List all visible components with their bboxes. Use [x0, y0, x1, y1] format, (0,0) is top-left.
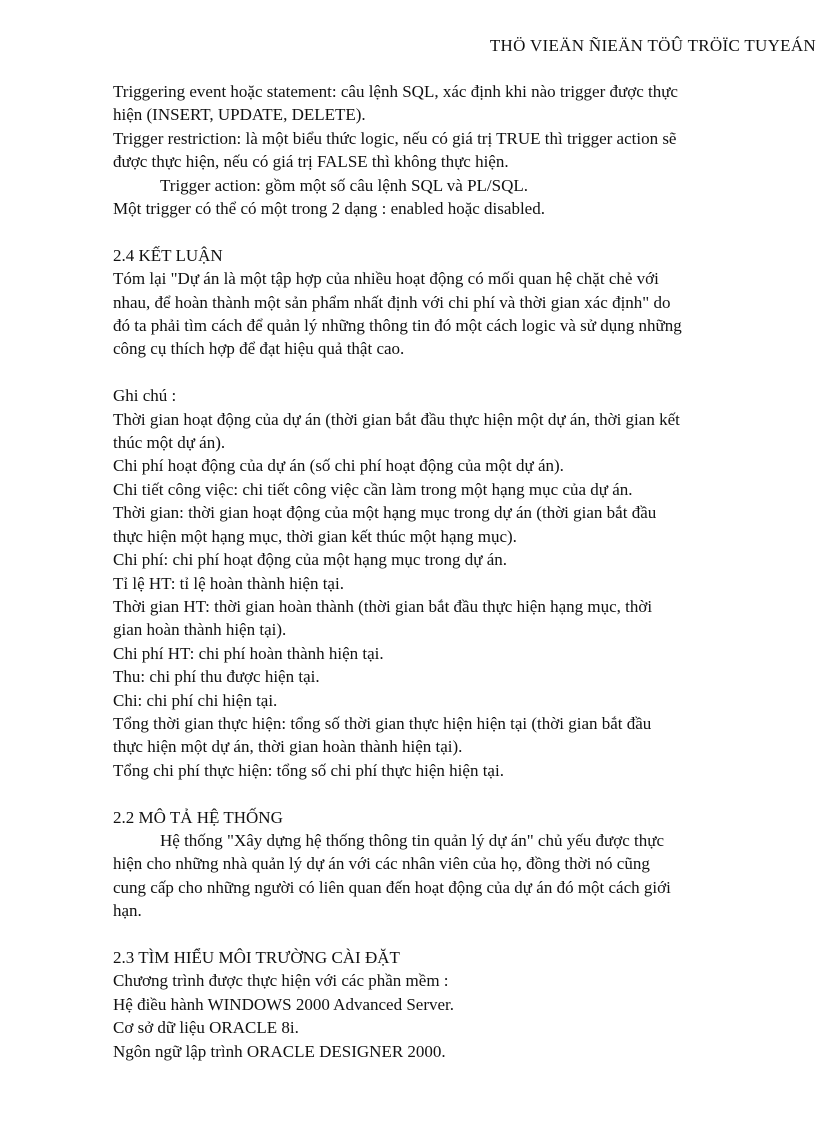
moitruong-line: Chương trình được thực hiện với các phần mềm : [113, 971, 449, 991]
ghichu-line: gian hoàn thành hiện tại). [113, 620, 287, 640]
ghichu-line: Chi phí hoạt động của dự án (số chi phí hoạt động của một dự án). [113, 456, 564, 476]
spacer [113, 361, 753, 384]
trigger-line: hiện (INSERT, UPDATE, DELETE). [113, 105, 366, 125]
ketluan-line: công cụ thích hợp để đạt hiệu quả thật cao. [113, 339, 405, 359]
ghichu-line: Chi phí HT: chi phí hoàn thành hiện tại. [113, 643, 384, 663]
ghichu-line: Thời gian hoạt động của dự án (thời gian bắt đầu thực hiện một dự án, thời gian kết [113, 409, 680, 429]
moitruong-line: Cơ sở dữ liệu ORACLE 8i. [113, 1018, 299, 1038]
ghichu-line: thực hiện một hạng mục, thời gian kết thúc một hạng mục). [113, 526, 517, 546]
ketluan-section [113, 244, 753, 361]
spacer [113, 923, 753, 946]
mota-line: hiện cho những nhà quản lý dự án với các nhân viên của họ, đồng thời nó cũng [113, 854, 650, 874]
ghichu-line: Tỉ lệ HT: tỉ lệ hoàn thành hiện tại. [113, 573, 344, 593]
page-header-title: THÖ VIEÄN ÑIEÄN TÖÛ TRÖÏC TUYEÁN [489, 36, 816, 55]
spacer [113, 782, 753, 805]
ghichu-line: Chi: chi phí chi hiện tại. [113, 690, 278, 710]
trigger-line: Một trigger có thể có một trong 2 dạng : enabled hoặc disabled. [113, 199, 545, 219]
moitruong-line: Ngôn ngữ lập trình ORACLE DESIGNER 2000. [113, 1041, 446, 1061]
section-heading-mota: 2.2 MÔ TẢ HỆ THỐNG [113, 807, 283, 827]
ghichu-line: Tổng chi phí thực hiện: tổng số chi phí thực hiện hiện tại. [113, 760, 504, 780]
section-heading-moitruong: 2.3 TÌM HIỂU MÔI TRƯỜNG CÀI ĐẶT [113, 947, 400, 967]
ketluan-line: Tóm lại "Dự án là một tập hợp của nhiều hoạt động có mối quan hệ chặt chẻ với [113, 269, 659, 289]
ghichu-line: Thời gian: thời gian hoạt động của một hạng mục trong dự án (thời gian bắt đầu [113, 503, 657, 523]
section-heading-ghichu: Ghi chú : [113, 386, 177, 406]
ghichu-line: thúc một dự án). [113, 433, 226, 453]
trigger-line: được thực hiện, nếu có giá trị FALSE thì không thực hiện. [113, 152, 509, 172]
ghichu-line: Thời gian HT: thời gian hoàn thành (thời gian bắt đầu thực hiện hạng mục, thời [113, 596, 653, 616]
mota-section [113, 806, 753, 923]
ghichu-line: Chi tiết công việc: chi tiết công việc cần làm trong một hạng mục của dự án. [113, 479, 633, 499]
trigger-line: Trigger restriction: là một biểu thức logic, nếu có giá trị TRUE thì trigger action sẽ [113, 128, 677, 148]
moitruong-line: Hệ điều hành WINDOWS 2000 Advanced Server. [113, 994, 455, 1014]
ketluan-line: đó ta phải tìm cách để quản lý những thông tin đó một cách logic và sử dụng những [113, 316, 682, 336]
mota-line: cung cấp cho những người có liên quan đến hoạt động của dự án đó một cách giới [113, 877, 671, 897]
document-body [113, 80, 753, 1063]
spacer [113, 220, 753, 243]
moitruong-section [113, 946, 753, 1063]
mota-line: Hệ thống "Xây dựng hệ thống thông tin quản lý dự án" chủ yếu được thực [160, 830, 664, 850]
ghichu-line: Thu: chi phí thu được hiện tại. [113, 667, 320, 687]
trigger-line: Trigger action: gồm một số câu lệnh SQL và PL/SQL. [160, 175, 528, 195]
trigger-section [113, 80, 753, 220]
mota-line: hạn. [113, 901, 142, 921]
ghichu-line: thực hiện một dự án, thời gian hoàn thành hiện tại). [113, 737, 463, 757]
ketluan-line: nhau, để hoàn thành một sản phẩm nhất định với chi phí và thời gian xác định" do [113, 292, 671, 312]
section-heading-ketluan: 2.4 KẾT LUẬN [113, 245, 223, 265]
ghichu-section [113, 384, 753, 782]
ghichu-line: Tổng thời gian thực hiện: tổng số thời gian thực hiện hiện tại (thời gian bắt đầu [113, 713, 652, 733]
trigger-line: Triggering event hoặc statement: câu lệnh SQL, xác định khi nào trigger được thực [113, 82, 678, 101]
ghichu-line: Chi phí: chi phí hoạt động của một hạng mục trong dự án. [113, 550, 508, 570]
